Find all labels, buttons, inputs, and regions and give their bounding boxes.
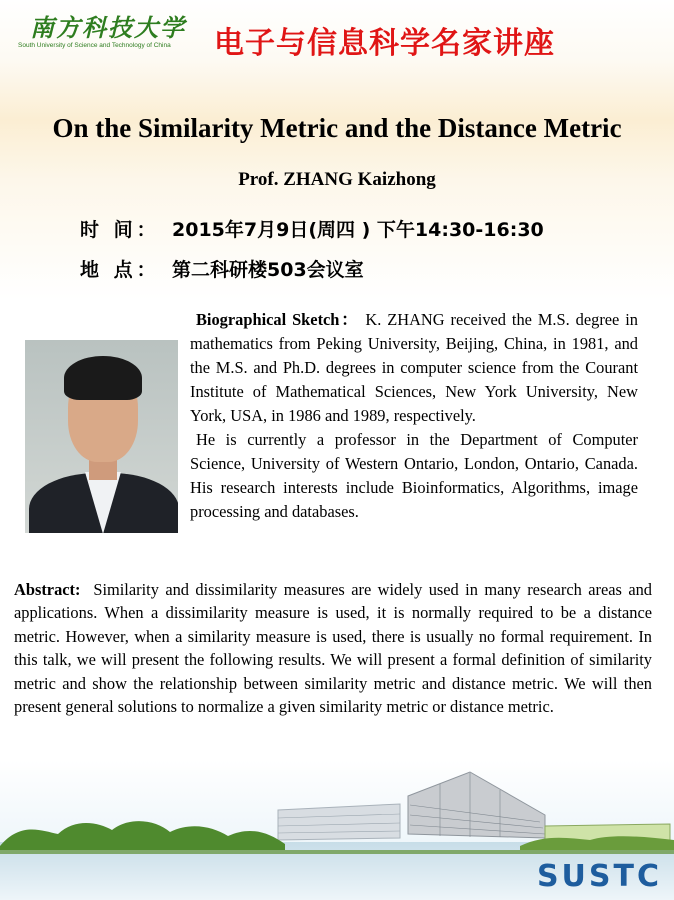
photo-hair (64, 356, 142, 400)
university-logo (18, 8, 190, 56)
time-row (80, 215, 544, 242)
abstract-heading: Abstract: (14, 580, 81, 599)
logo-english-name: South University of Science and Technology of China (18, 42, 171, 49)
lecture-series-title: 电子与信息科学名家讲座 (214, 26, 555, 61)
abstract-text: Similarity and dissimilarity measures are widely used in many research areas and applications. When a dissimilarity measure is used, it is normally required to be a distance metric. However, when a similarity measure is used, there is usually no formal requirement. In this talk, we will present the following results. We will present a formal definition of similarity metric and show the relationship between similarity metric and distance metric. We will then present general solutions to normalize a given similarity metric or distance metric. (14, 580, 653, 717)
time-value: 2015年7月9日(周四 ) 下午14:30-16:30 (172, 219, 544, 241)
building-left (278, 804, 400, 840)
bio-paragraph-2: He is currently a professor in the Department of Computer Science, University of Western Ontario, London, Ontario, Canada. His research interests include Bioinformatics, Algorithms, image processing and databases. (190, 430, 638, 521)
bio-text-1: K. ZHANG received the M.S. degree in mathematics from Peking University, Beijing, China, in 1981, and the M.S. and Ph.D. degrees in computer science from the Courant Institute of Mathematical Sciences, New York University, New York, USA, in 1986 and 1989, respectively. (190, 310, 638, 425)
place-label: 地 点： (80, 259, 160, 281)
bio-heading: Biographical Sketch： (196, 310, 360, 329)
talk-title: On the Similarity Metric and the Distance Metric (52, 113, 622, 143)
place-row (80, 255, 364, 282)
logo-chinese-name: 南方科技大学 (30, 13, 186, 42)
speaker-photo (25, 340, 178, 533)
place-value: 第二科研楼503会议室 (172, 259, 364, 281)
speaker-name: Prof. ZHANG Kaizhong (238, 169, 436, 190)
sustc-brand: SUSTC (536, 859, 662, 894)
abstract (14, 578, 652, 718)
bio-paragraph-1 (190, 308, 638, 428)
time-label: 时 间： (80, 219, 160, 241)
biography (190, 308, 638, 524)
